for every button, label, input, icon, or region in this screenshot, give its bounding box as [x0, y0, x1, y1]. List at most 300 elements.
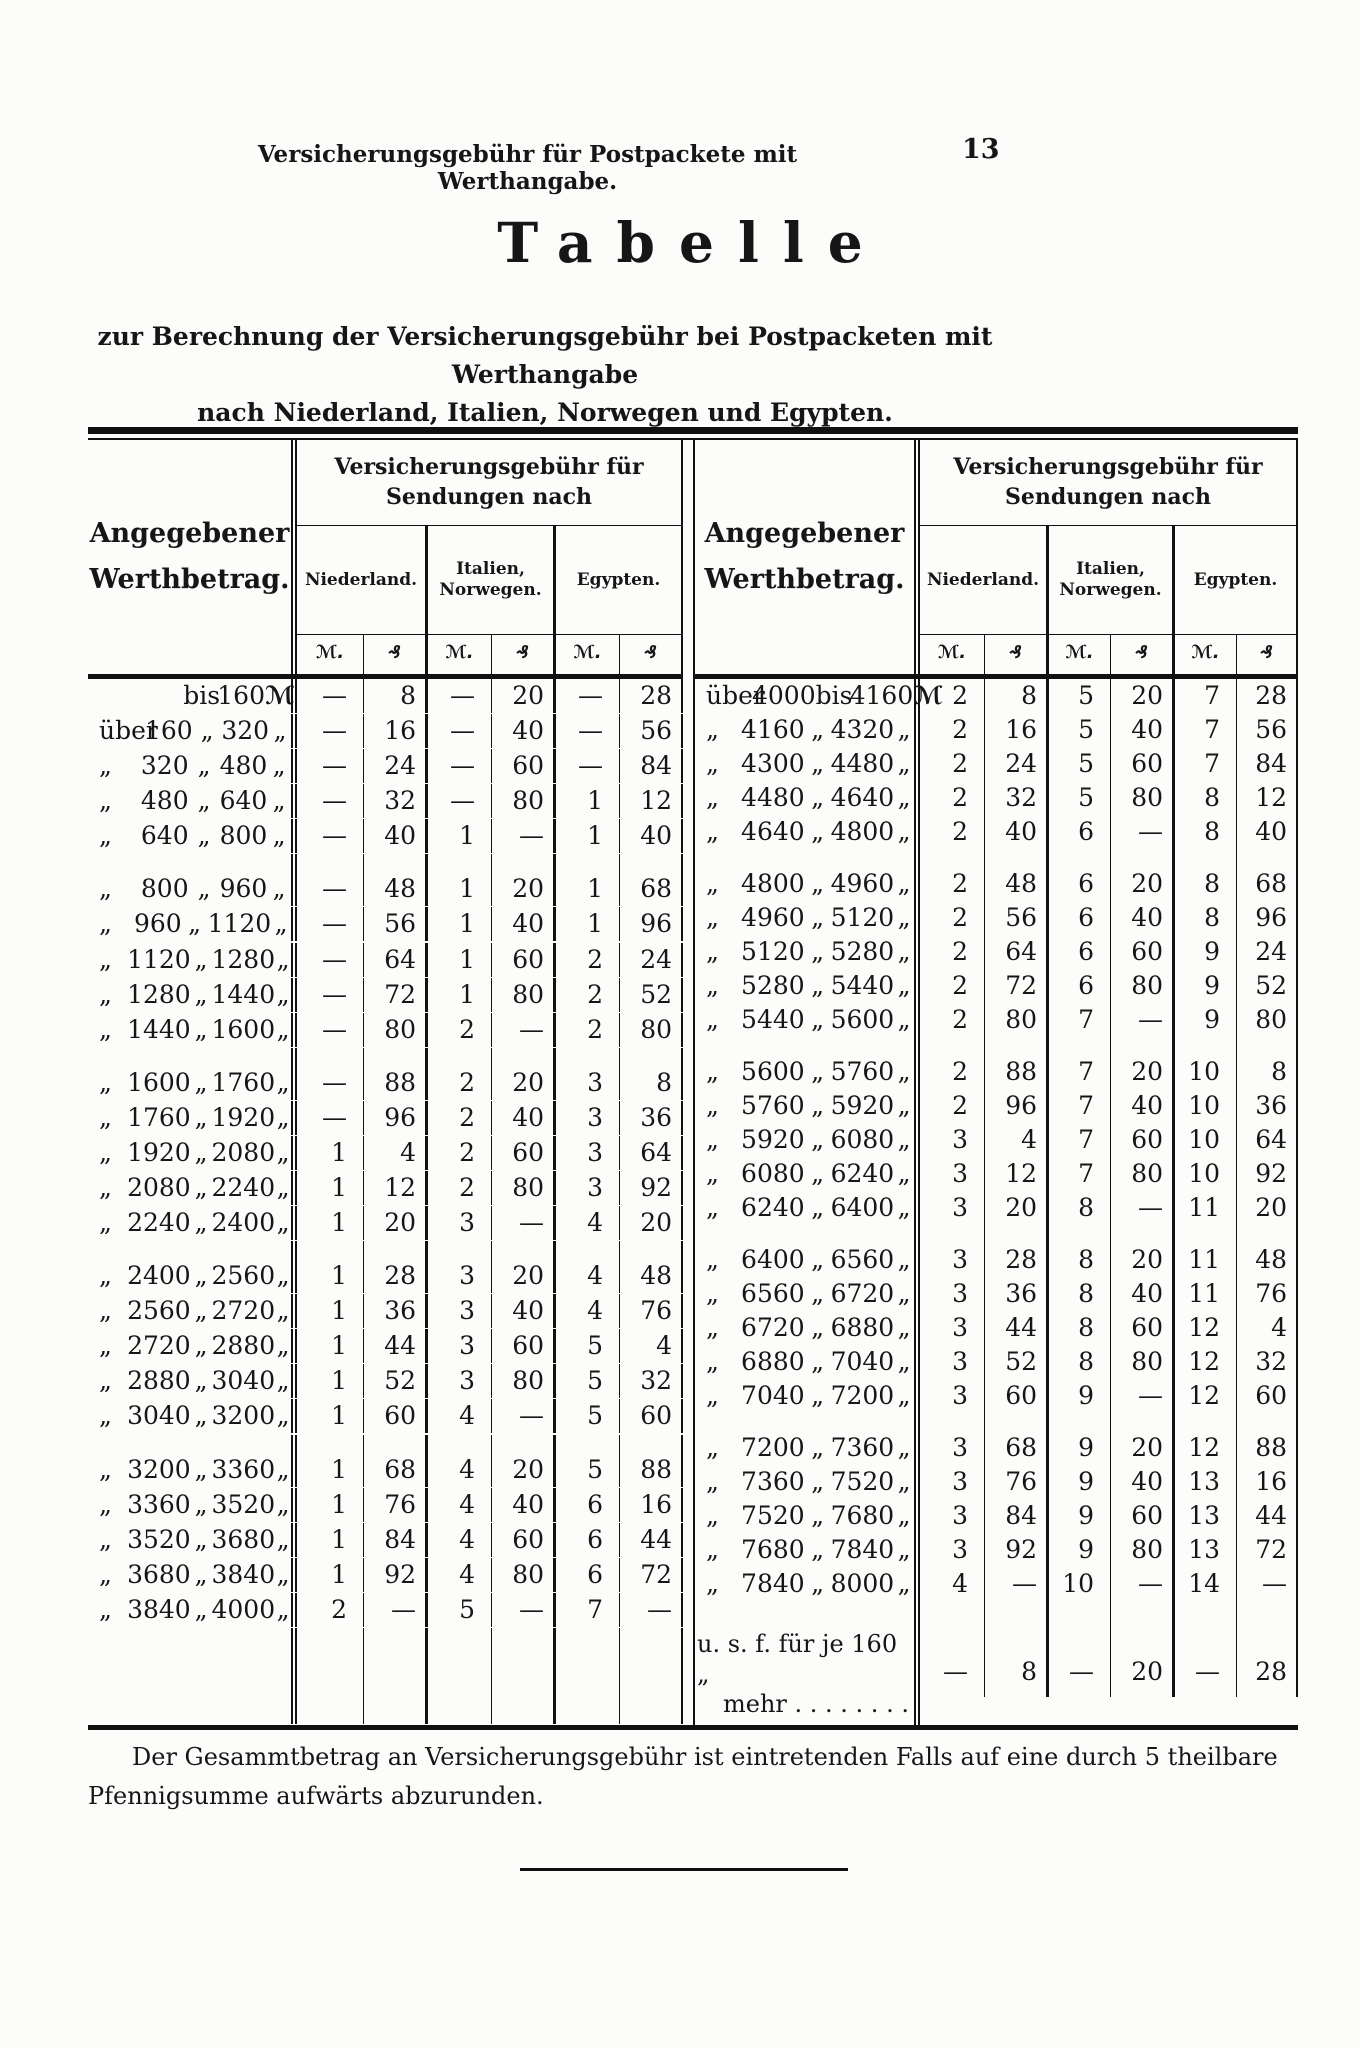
fee-cell: 40 — [1110, 1089, 1172, 1123]
fee-cell: 5 — [553, 1399, 619, 1433]
fee-cell: 80 — [363, 1013, 425, 1047]
value-range-cell: „ 6560 „ 6720 „ — [693, 1277, 920, 1311]
fee-cell: 5 — [1046, 713, 1110, 747]
fee-cell: 20 — [491, 1241, 553, 1293]
fee-cell: 44 — [619, 1523, 683, 1557]
fee-cell: 28 — [619, 679, 683, 713]
fee-cell: 40 — [1110, 1465, 1172, 1499]
value-range-cell: „ 1600 „ 1760 „ — [88, 1048, 297, 1100]
fee-cell: 5 — [1046, 747, 1110, 781]
fee-cell: — — [984, 1567, 1046, 1601]
value-range-cell: „ 960 „ 1120 „ — [88, 907, 297, 941]
fee-cell: 44 — [984, 1311, 1046, 1345]
fee-cell: 12 — [619, 784, 683, 818]
fee-cell: 8 — [1172, 781, 1236, 815]
column-header-italien-norwegen: Italien, Norwegen. — [1046, 526, 1172, 634]
value-range-cell: „ 4300 „ 4480 „ — [693, 747, 920, 781]
fee-cell: 4 — [553, 1206, 619, 1240]
fee-cell: — — [1110, 815, 1172, 849]
value-column-header-line-2: Werthbetrag. — [704, 564, 905, 595]
fee-cell: 48 — [619, 1241, 683, 1293]
fee-cell: 20 — [491, 854, 553, 906]
fee-cell: 3 — [952, 1433, 968, 1462]
fee-cell: 3 — [553, 1171, 619, 1205]
page-number: 13 — [962, 134, 1000, 165]
etc-row-label: u. s. f. für je 160 „ mehr . . . . . . . . — [693, 1601, 920, 1725]
fee-cell: 40 — [491, 1294, 553, 1328]
fee-cell: 80 — [1110, 781, 1172, 815]
value-range-cell — [88, 1628, 297, 1724]
fee-cell: 1 — [331, 1559, 347, 1589]
fee-cell: 9 — [1046, 1413, 1110, 1465]
value-range-cell: „ 3520 „ 3680 „ — [88, 1523, 297, 1557]
value-range-cell: „ 1280 „ 1440 „ — [88, 978, 297, 1012]
fee-cell: 5 — [1046, 679, 1110, 713]
value-range-cell: „ 7360 „ 7520 „ — [693, 1465, 920, 1499]
fee-cell: 1 — [425, 943, 491, 977]
fee-cell: 7 — [1172, 747, 1236, 781]
fee-cell: 64 — [619, 1136, 683, 1170]
fee-cell: — — [491, 1399, 553, 1433]
value-range-cell: „ 2560 „ 2720 „ — [88, 1294, 297, 1328]
fee-cell: 11 — [1172, 1225, 1236, 1277]
fee-cell — [363, 1628, 425, 1724]
fee-cell: 3 — [553, 1048, 619, 1100]
fee-cell: 76 — [363, 1488, 425, 1522]
fee-cell: 3 — [952, 1467, 968, 1496]
pfennig-unit-header: ₰ — [1110, 634, 1172, 674]
fee-cell: — — [322, 944, 347, 974]
fee-cell: 84 — [1236, 747, 1298, 781]
footnote-line-2: Pfennigsumme aufwärts abzurunden. — [88, 1782, 544, 1810]
fee-cell: 8 — [984, 1601, 1046, 1697]
value-range-cell: „ 3040 „ 3200 „ — [88, 1399, 297, 1433]
fee-cell: 56 — [363, 907, 425, 941]
fee-cell: 14 — [1172, 1567, 1236, 1601]
fee-cell: 72 — [619, 1558, 683, 1592]
fee-cell: — — [1110, 1191, 1172, 1225]
fee-cell: 96 — [619, 907, 683, 941]
fee-cell: 60 — [491, 749, 553, 783]
fee-cell: — — [553, 749, 619, 783]
fee-cell: 48 — [363, 854, 425, 906]
fee-cell: 10 — [1172, 1157, 1236, 1191]
fee-cell: 2 — [952, 1091, 968, 1120]
fee-cell: 3 — [952, 1279, 968, 1308]
fee-cell: 76 — [1236, 1277, 1298, 1311]
fee-cell: 36 — [984, 1277, 1046, 1311]
value-range-cell: „ 7680 „ 7840 „ — [693, 1533, 920, 1567]
value-range-cell: „ 7200 „ 7360 „ — [693, 1413, 920, 1465]
fee-cell: 80 — [491, 1364, 553, 1398]
fee-cell: 20 — [491, 679, 553, 713]
fee-cell: 72 — [984, 969, 1046, 1003]
fee-cell: 6 — [1046, 849, 1110, 901]
table-bottom-rule — [88, 1725, 1298, 1730]
fee-cell: 3 — [952, 1245, 968, 1274]
fee-cell: 32 — [984, 781, 1046, 815]
fee-cell: 80 — [491, 978, 553, 1012]
fee-cell: — — [619, 1593, 683, 1627]
value-range-cell: „ 7840 „ 8000 „ — [693, 1567, 920, 1601]
fee-cell: 1 — [425, 978, 491, 1012]
fee-cell: 12 — [1172, 1413, 1236, 1465]
column-header-niederland: Niederland. — [926, 569, 1040, 590]
fee-cell: 8 — [1236, 1037, 1298, 1089]
fee-cell: 4 — [553, 1294, 619, 1328]
fee-cell: 80 — [1110, 1157, 1172, 1191]
fee-cell: — — [1110, 1567, 1172, 1601]
fee-cell: 2 — [952, 749, 968, 778]
pfennig-unit-header: ₰ — [984, 634, 1046, 674]
fee-cell: — — [363, 1593, 425, 1627]
fee-cell: — — [425, 679, 491, 713]
fee-cell: 80 — [1110, 1533, 1172, 1567]
fee-cell: 20 — [1110, 1413, 1172, 1465]
fee-cell: 20 — [1110, 679, 1172, 713]
fee-cell: 6 — [1046, 901, 1110, 935]
fee-cell: 5 — [425, 1593, 491, 1627]
fee-cell: 2 — [952, 715, 968, 744]
fee-cell: 60 — [1110, 1499, 1172, 1533]
mark-unit-header: ℳ. — [1046, 634, 1110, 674]
fee-cell: 84 — [619, 749, 683, 783]
fee-cell: 1 — [331, 1454, 347, 1484]
fee-cell: 9 — [1046, 1379, 1110, 1413]
fee-cell: 1 — [331, 1401, 347, 1431]
fee-cell: 8 — [1172, 901, 1236, 935]
fee-cell: 7 — [1046, 1003, 1110, 1037]
fee-cell: 96 — [1236, 901, 1298, 935]
fee-cell: 40 — [491, 1101, 553, 1135]
value-range-cell: „ 480 „ 640 „ — [88, 784, 297, 818]
fee-cell: 13 — [1172, 1465, 1236, 1499]
fee-cell: 8 — [1046, 1345, 1110, 1379]
fee-cell: 1 — [553, 854, 619, 906]
fee-cell: — — [491, 1593, 553, 1627]
fee-cell: 48 — [1236, 1225, 1298, 1277]
fee-cell: 92 — [984, 1533, 1046, 1567]
fee-cell: 52 — [363, 1364, 425, 1398]
fee-cell: 8 — [619, 1048, 683, 1100]
column-header-egypten: Egypten. — [1172, 526, 1298, 634]
pfennig-unit-header: ₰ — [363, 634, 425, 674]
fee-cell — [553, 1628, 619, 1724]
fee-cell: 4 — [984, 1123, 1046, 1157]
fee-cell: 8 — [1172, 815, 1236, 849]
fee-cell: 44 — [1236, 1499, 1298, 1533]
mark-unit-header: ℳ. — [553, 634, 619, 674]
mark-unit-header: ℳ. — [297, 634, 363, 674]
fee-cell: 7 — [1046, 1157, 1110, 1191]
value-range-cell: „ 7040 „ 7200 „ — [693, 1379, 920, 1413]
fee-cell: 11 — [1172, 1277, 1236, 1311]
fee-cell: 40 — [491, 714, 553, 748]
fee-cell: 40 — [491, 1488, 553, 1522]
left-table-half — [88, 440, 683, 1725]
value-range-cell: bis 160 ℳ — [88, 679, 297, 713]
fee-cell: 6 — [1046, 935, 1110, 969]
fee-cell: 1 — [553, 819, 619, 853]
fee-cell: 20 — [1110, 1225, 1172, 1277]
fee-cell: — — [491, 819, 553, 853]
value-range-cell: über 160 „ 320 „ — [88, 714, 297, 748]
fee-cell: 1 — [331, 1137, 347, 1167]
value-range-cell: „ 5920 „ 6080 „ — [693, 1123, 920, 1157]
fee-cell: 60 — [1110, 747, 1172, 781]
fee-cell: 1 — [425, 907, 491, 941]
fee-cell: 13 — [1172, 1499, 1236, 1533]
fee-group-header: Versicherungsgebühr für Sendungen nach — [297, 440, 683, 526]
fee-cell: 10 — [1046, 1567, 1110, 1601]
fee-cell: 3 — [553, 1101, 619, 1135]
fee-cell: 36 — [619, 1101, 683, 1135]
value-range-cell: „ 1920 „ 2080 „ — [88, 1136, 297, 1170]
fee-cell: 2 — [952, 783, 968, 812]
value-range-cell: „ 4800 „ 4960 „ — [693, 849, 920, 901]
fee-cell: 16 — [363, 714, 425, 748]
fee-cell: 88 — [363, 1048, 425, 1100]
fee-cell: 3 — [425, 1206, 491, 1240]
document-title: Tabelle — [497, 210, 887, 275]
fee-cell: 32 — [619, 1364, 683, 1398]
fee-cell: 20 — [491, 1048, 553, 1100]
fee-cell: 3 — [425, 1364, 491, 1398]
fee-cell: 5 — [553, 1364, 619, 1398]
value-range-cell: „ 4160 „ 4320 „ — [693, 713, 920, 747]
fee-cell: — — [943, 1657, 968, 1686]
fee-cell: 2 — [553, 1013, 619, 1047]
fee-cell: 1 — [331, 1331, 347, 1361]
fee-cell: — — [322, 751, 347, 781]
fee-cell: 8 — [1172, 849, 1236, 901]
fee-cell: — — [1172, 1601, 1236, 1697]
fee-cell: 80 — [491, 1171, 553, 1205]
fee-cell: 48 — [984, 849, 1046, 901]
fee-cell: 6 — [553, 1488, 619, 1522]
fee-cell: 10 — [1172, 1037, 1236, 1089]
fee-cell: — — [425, 749, 491, 783]
value-range-cell: „ 6400 „ 6560 „ — [693, 1225, 920, 1277]
fee-cell: 5 — [553, 1329, 619, 1363]
fee-cell: 68 — [363, 1435, 425, 1487]
fee-cell: — — [553, 679, 619, 713]
fee-cell: 60 — [984, 1379, 1046, 1413]
fee-cell: 64 — [984, 935, 1046, 969]
fee-cell: — — [1046, 1601, 1110, 1697]
fee-cell: 40 — [1110, 901, 1172, 935]
value-range-cell: „ 320 „ 480 „ — [88, 749, 297, 783]
fee-table — [88, 427, 1298, 1730]
fee-cell: 1 — [331, 1296, 347, 1326]
fee-cell: 60 — [491, 1523, 553, 1557]
fee-cell: 76 — [984, 1465, 1046, 1499]
fee-cell: 6 — [553, 1558, 619, 1592]
fee-cell: 4 — [952, 1569, 968, 1598]
fee-cell: 2 — [952, 971, 968, 1000]
fee-cell: — — [322, 821, 347, 851]
fee-cell: 3 — [425, 1241, 491, 1293]
fee-cell: 2 — [425, 1013, 491, 1047]
fee-cell: 40 — [1110, 713, 1172, 747]
fee-cell: 92 — [1236, 1157, 1298, 1191]
fee-cell: 12 — [984, 1157, 1046, 1191]
pfennig-unit-header: ₰ — [491, 634, 553, 674]
fee-cell: 60 — [1110, 1123, 1172, 1157]
fee-cell: 40 — [1110, 1277, 1172, 1311]
footnote-line-1: Der Gesammtbetrag an Versicherungsgebühr ist eintretenden Falls auf eine durch 5 theilbare — [132, 1743, 1278, 1771]
value-range-cell: „ 3680 „ 3840 „ — [88, 1558, 297, 1592]
fee-cell: 40 — [984, 815, 1046, 849]
fee-cell: 1 — [331, 1524, 347, 1554]
section-divider — [520, 1868, 848, 1871]
fee-cell — [297, 1628, 363, 1724]
fee-cell: — — [425, 714, 491, 748]
fee-cell: 72 — [1236, 1533, 1298, 1567]
fee-cell: — — [322, 1067, 347, 1097]
fee-cell: 68 — [619, 854, 683, 906]
fee-cell: 96 — [363, 1101, 425, 1135]
fee-cell: 52 — [984, 1345, 1046, 1379]
fee-cell: 1 — [331, 1172, 347, 1202]
fee-cell: 3 — [952, 1193, 968, 1222]
fee-cell: — — [322, 716, 347, 746]
fee-cell: 56 — [1236, 713, 1298, 747]
fee-cell: 1 — [331, 1208, 347, 1238]
fee-cell: 60 — [491, 1329, 553, 1363]
fee-cell — [425, 1628, 491, 1724]
fee-cell: — — [322, 874, 347, 904]
fee-cell: 96 — [984, 1089, 1046, 1123]
pfennig-unit-header: ₰ — [619, 634, 683, 674]
fee-cell: 20 — [363, 1206, 425, 1240]
fee-cell: 1 — [553, 907, 619, 941]
fee-cell: 2 — [553, 943, 619, 977]
fee-cell: 2 — [952, 817, 968, 846]
fee-cell: 2 — [425, 1101, 491, 1135]
value-range-cell: „ 2880 „ 3040 „ — [88, 1364, 297, 1398]
table-halves — [88, 440, 1298, 1725]
fee-cell: 6 — [1046, 969, 1110, 1003]
value-range-cell: „ 3840 „ 4000 „ — [88, 1593, 297, 1627]
value-column-header-line-1: Angegebener — [89, 518, 290, 549]
fee-cell: 3 — [425, 1329, 491, 1363]
mark-unit-header: ℳ. — [1172, 634, 1236, 674]
value-range-cell: „ 6080 „ 6240 „ — [693, 1157, 920, 1191]
fee-cell: 1 — [331, 1366, 347, 1396]
value-range-cell: „ 7520 „ 7680 „ — [693, 1499, 920, 1533]
fee-cell: 7 — [1046, 1089, 1110, 1123]
fee-cell: 68 — [1236, 849, 1298, 901]
fee-cell: 8 — [1046, 1191, 1110, 1225]
fee-cell: 10 — [1172, 1089, 1236, 1123]
fee-cell: 3 — [952, 1125, 968, 1154]
value-range-cell: „ 4640 „ 4800 „ — [693, 815, 920, 849]
value-column-header-line-1: Angegebener — [704, 518, 905, 549]
fee-cell: 24 — [363, 749, 425, 783]
fee-cell: 32 — [1236, 1345, 1298, 1379]
fee-cell: — — [322, 681, 347, 710]
fee-cell: 5 — [553, 1435, 619, 1487]
fee-cell: — — [425, 784, 491, 818]
fee-cell: 36 — [363, 1294, 425, 1328]
fee-cell: 56 — [619, 714, 683, 748]
fee-cell: 60 — [1236, 1379, 1298, 1413]
fee-cell: 8 — [984, 679, 1046, 713]
fee-cell: 88 — [1236, 1413, 1298, 1465]
mark-unit-header: ℳ. — [425, 634, 491, 674]
fee-cell: 8 — [1046, 1225, 1110, 1277]
value-range-cell: „ 5120 „ 5280 „ — [693, 935, 920, 969]
value-range-cell: „ 6720 „ 6880 „ — [693, 1311, 920, 1345]
fee-cell: 52 — [619, 978, 683, 1012]
column-header-italien-norwegen: Italien, Norwegen. — [425, 526, 553, 634]
fee-cell: 2 — [952, 1005, 968, 1034]
value-range-cell: „ 5600 „ 5760 „ — [693, 1037, 920, 1089]
fee-cell: 92 — [363, 1558, 425, 1592]
fee-cell: 36 — [1236, 1089, 1298, 1123]
value-range-cell: „ 6880 „ 7040 „ — [693, 1345, 920, 1379]
fee-cell: 80 — [491, 784, 553, 818]
fee-cell: 88 — [619, 1435, 683, 1487]
fee-cell: 1 — [425, 854, 491, 906]
fee-cell: — — [491, 1206, 553, 1240]
fee-cell: 64 — [1236, 1123, 1298, 1157]
fee-cell: — — [322, 1102, 347, 1132]
value-range-cell: „ 3360 „ 3520 „ — [88, 1488, 297, 1522]
fee-cell: 12 — [1172, 1379, 1236, 1413]
fee-cell: 80 — [1110, 969, 1172, 1003]
fee-cell: 40 — [491, 907, 553, 941]
fee-cell: 68 — [984, 1413, 1046, 1465]
fee-cell: 4 — [425, 1523, 491, 1557]
fee-cell: 4 — [1236, 1311, 1298, 1345]
fee-cell: 84 — [984, 1499, 1046, 1533]
value-range-cell: „ 2080 „ 2240 „ — [88, 1171, 297, 1205]
fee-cell: 88 — [984, 1037, 1046, 1089]
column-header-egypten: Egypten. — [553, 526, 683, 634]
footnote — [88, 1738, 1310, 1816]
value-column-header — [88, 440, 297, 674]
fee-cell: 80 — [619, 1013, 683, 1047]
fee-cell: 60 — [1110, 935, 1172, 969]
value-range-cell: „ 5280 „ 5440 „ — [693, 969, 920, 1003]
fee-cell: 2 — [952, 937, 968, 966]
fee-cell: 8 — [363, 679, 425, 713]
fee-cell: 56 — [984, 901, 1046, 935]
fee-cell: 4 — [425, 1488, 491, 1522]
fee-cell: 12 — [1172, 1311, 1236, 1345]
fee-cell: 60 — [491, 943, 553, 977]
fee-cell: 84 — [363, 1523, 425, 1557]
fee-cell: 92 — [619, 1171, 683, 1205]
fee-cell: 2 — [425, 1136, 491, 1170]
value-column-header — [693, 440, 920, 674]
fee-cell: 8 — [1046, 1311, 1110, 1345]
fee-cell: — — [322, 909, 347, 939]
fee-cell — [491, 1628, 553, 1724]
fee-cell: 52 — [1236, 969, 1298, 1003]
fee-cell: 6 — [1046, 815, 1110, 849]
fee-cell: 12 — [1236, 781, 1298, 815]
fee-cell: 4 — [425, 1558, 491, 1592]
fee-cell: 9 — [1172, 969, 1236, 1003]
value-range-cell: „ 5440 „ 5600 „ — [693, 1003, 920, 1037]
value-range-cell: „ 2720 „ 2880 „ — [88, 1329, 297, 1363]
fee-cell: 80 — [984, 1003, 1046, 1037]
fee-cell: 2 — [553, 978, 619, 1012]
fee-cell: 20 — [491, 1435, 553, 1487]
